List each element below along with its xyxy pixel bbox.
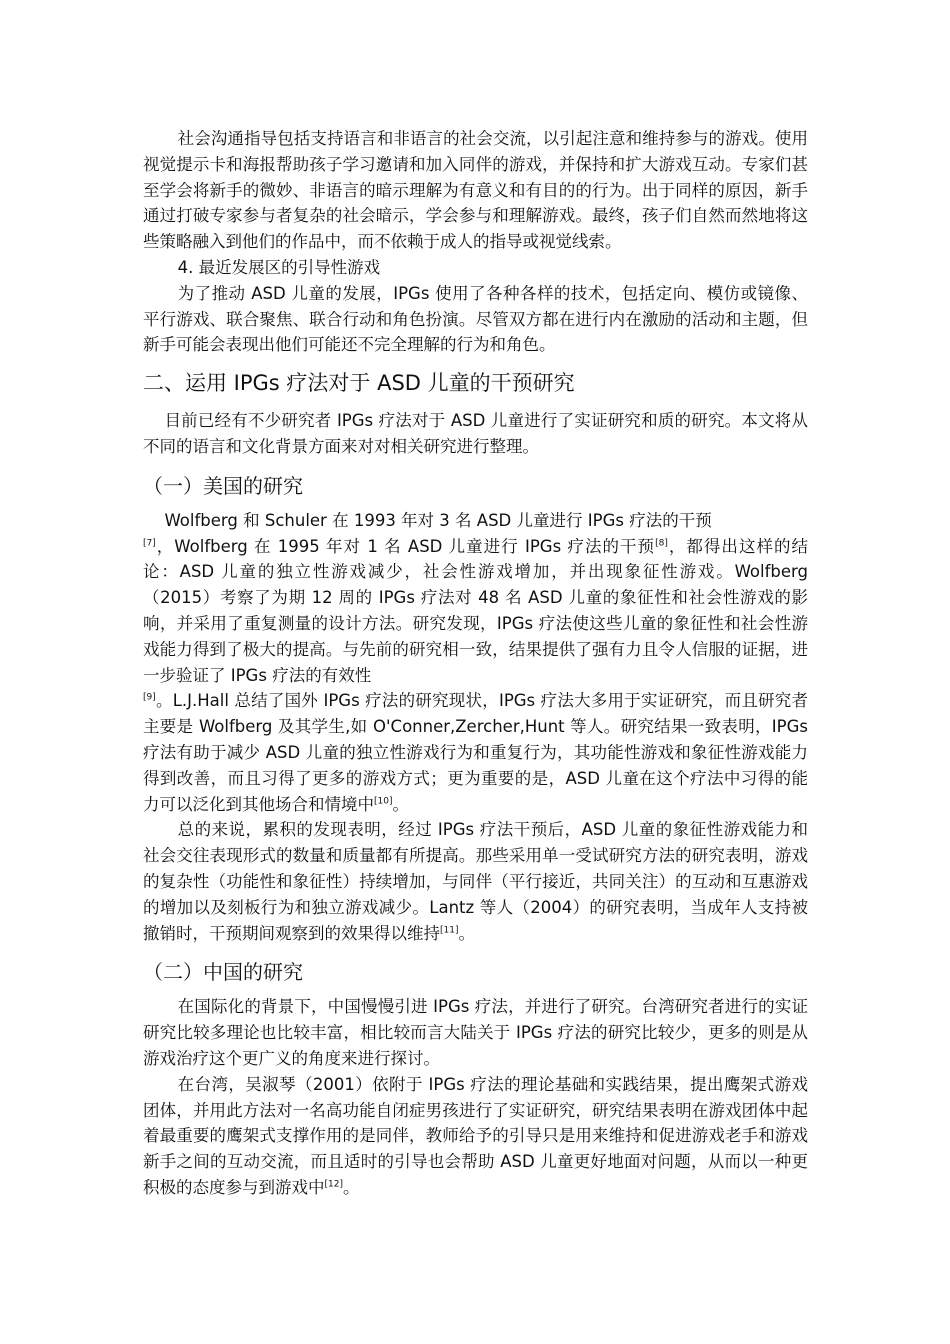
citation-8: [8] bbox=[655, 538, 668, 549]
section-heading-2: 二、运用 IPGs 疗法对于 ASD 儿童的干预研究 bbox=[143, 371, 575, 396]
text-segment: 在台湾，吴淑琴（2001）依附于 IPGs 疗法的理论基础和实践结果，提出鹰架式游戏团体，并用此方法对一名高功能自闭症男孩进行了实证研究，研究结果表明在游戏团体中起着最重要的鹰架式支撑作用的是同伴，教师给予的引导只是用来维持和促进游戏老手和游戏新手之间的互动交流，而且适时的引导也会帮助 ASD 儿童更好地面对问题，从而以一种更积极的态度参与到游戏中 bbox=[143, 1074, 808, 1197]
citation-9: [9] bbox=[143, 692, 156, 703]
text-segment: 。L.J.Hall 总结了国外 IPGs 疗法的研究现状，IPGs 疗法大多用于实证研究，而且研究者主要是 Wolfberg 及其学生,如 O'Conner,Zercher,Hunt 等人。研究结果一致表明，IPGs 疗法有助于减少 ASD 儿童的独立性游戏行为和重复行为，其功能性游戏和象征性游戏能力得到改善，而且习得了更多的游戏方式；更为重要的是，ASD 儿童在这个疗法中习得的能力可以泛化到其他场合和情境中 bbox=[143, 691, 808, 814]
paragraph-china-research: 在国际化的背景下，中国慢慢引进 IPGs 疗法，并进行了研究。台湾研究者进行的实证研究比较多理论也比较丰富，相比较而言大陆关于 IPGs 疗法的研究比较少，更多的则是从游戏治疗这个更广义的角度来进行探讨。 bbox=[143, 997, 808, 1068]
text-segment: Wolfberg 和 Schuler 在 1993 年对 3 名 ASD 儿童进行 IPGs 疗法的干预 bbox=[164, 510, 712, 530]
document-body bbox=[143, 126, 808, 1201]
text-segment: 。 bbox=[392, 794, 409, 814]
citation-11: [11] bbox=[440, 925, 459, 936]
list-item-4: 4. 最近发展区的引导性游戏 bbox=[177, 257, 381, 277]
text-segment: 总的来说，累积的发现表明，经过 IPGs 疗法干预后，ASD 儿童的象征性游戏能力和社会交往表现形式的数量和质量都有所提高。那些采用单一受试研究方法的研究表明，游戏的复杂性（功能性和象征性）持续增加，与同伴（平行接近，共同关注）的互动和互惠游戏的增加以及刻板行为和独立游戏减少。Lantz 等人（2004）的研究表明，当成年人支持被撤销时，干预期间观察到的效果得以维持 bbox=[143, 820, 808, 943]
text-segment: ，都得出这样的结论：ASD 儿童的独立性游戏减少，社会性游戏增加，并出现象征性游戏。Wolfberg（2015）考察了为期 12 周的 IPGs 疗法对 48 名 ASD 儿童的象征性和社会性游戏的影响，并采用了重复测量的设计方法。研究发现，IPGs 疗法使这些儿童的象征性和社会性游戏能力得到了极大的提高。与先前的研究相一致，结果提供了强有力且令人信服的证据，进一步验证了 IPGs 疗法的有效性 bbox=[143, 536, 809, 685]
subsection-heading-usa: （一）美国的研究 bbox=[143, 473, 303, 498]
paragraph-intro-research: 目前已经有不少研究者 IPGs 疗法对于 ASD 儿童进行了实证研究和质的研究。本文将从不同的语言和文化背景方面来对对相关研究进行整理。 bbox=[143, 411, 808, 456]
paragraph-social-communication: 社会沟通指导包括支持语言和非语言的社会交流，以引起注意和维持参与的游戏。使用视觉提示卡和海报帮助孩子学习邀请和加入同伴的游戏，并保持和扩大游戏互动。专家们甚至学会将新手的微妙、非语言的暗示理解为有意义和有目的的行为。出于同样的原因，新手通过打破专家参与者复杂的社会暗示，学会参与和理解游戏。最终，孩子们自然而然地将这些策略融入到他们的作品中，而不依赖于成人的指导或视觉线索。 bbox=[143, 129, 808, 252]
text-segment: 。 bbox=[342, 1177, 360, 1197]
paragraph-taiwan-research bbox=[143, 1072, 808, 1201]
paragraph-ipg-techniques: 为了推动 ASD 儿童的发展，IPGs 使用了各种各样的技术，包括定向、模仿或镜像、平行游戏、联合聚焦、联合行动和角色扮演。尽管双方都在进行内在激励的活动和主题，但新手可能会表现出他们可能还不完全理解的行为和角色。 bbox=[143, 283, 808, 355]
text-segment: 。 bbox=[458, 923, 475, 943]
citation-10: [10] bbox=[374, 796, 393, 807]
paragraph-usa-research bbox=[143, 508, 808, 818]
text-segment: ，Wolfberg 在 1995 年对 1 名 ASD 儿童进行 IPGs 疗法的干预 bbox=[155, 536, 656, 556]
citation-7: [7] bbox=[143, 538, 156, 549]
subsection-heading-china: （二）中国的研究 bbox=[143, 960, 303, 985]
paragraph-summary bbox=[143, 817, 808, 946]
citation-12: [12] bbox=[324, 1179, 343, 1190]
